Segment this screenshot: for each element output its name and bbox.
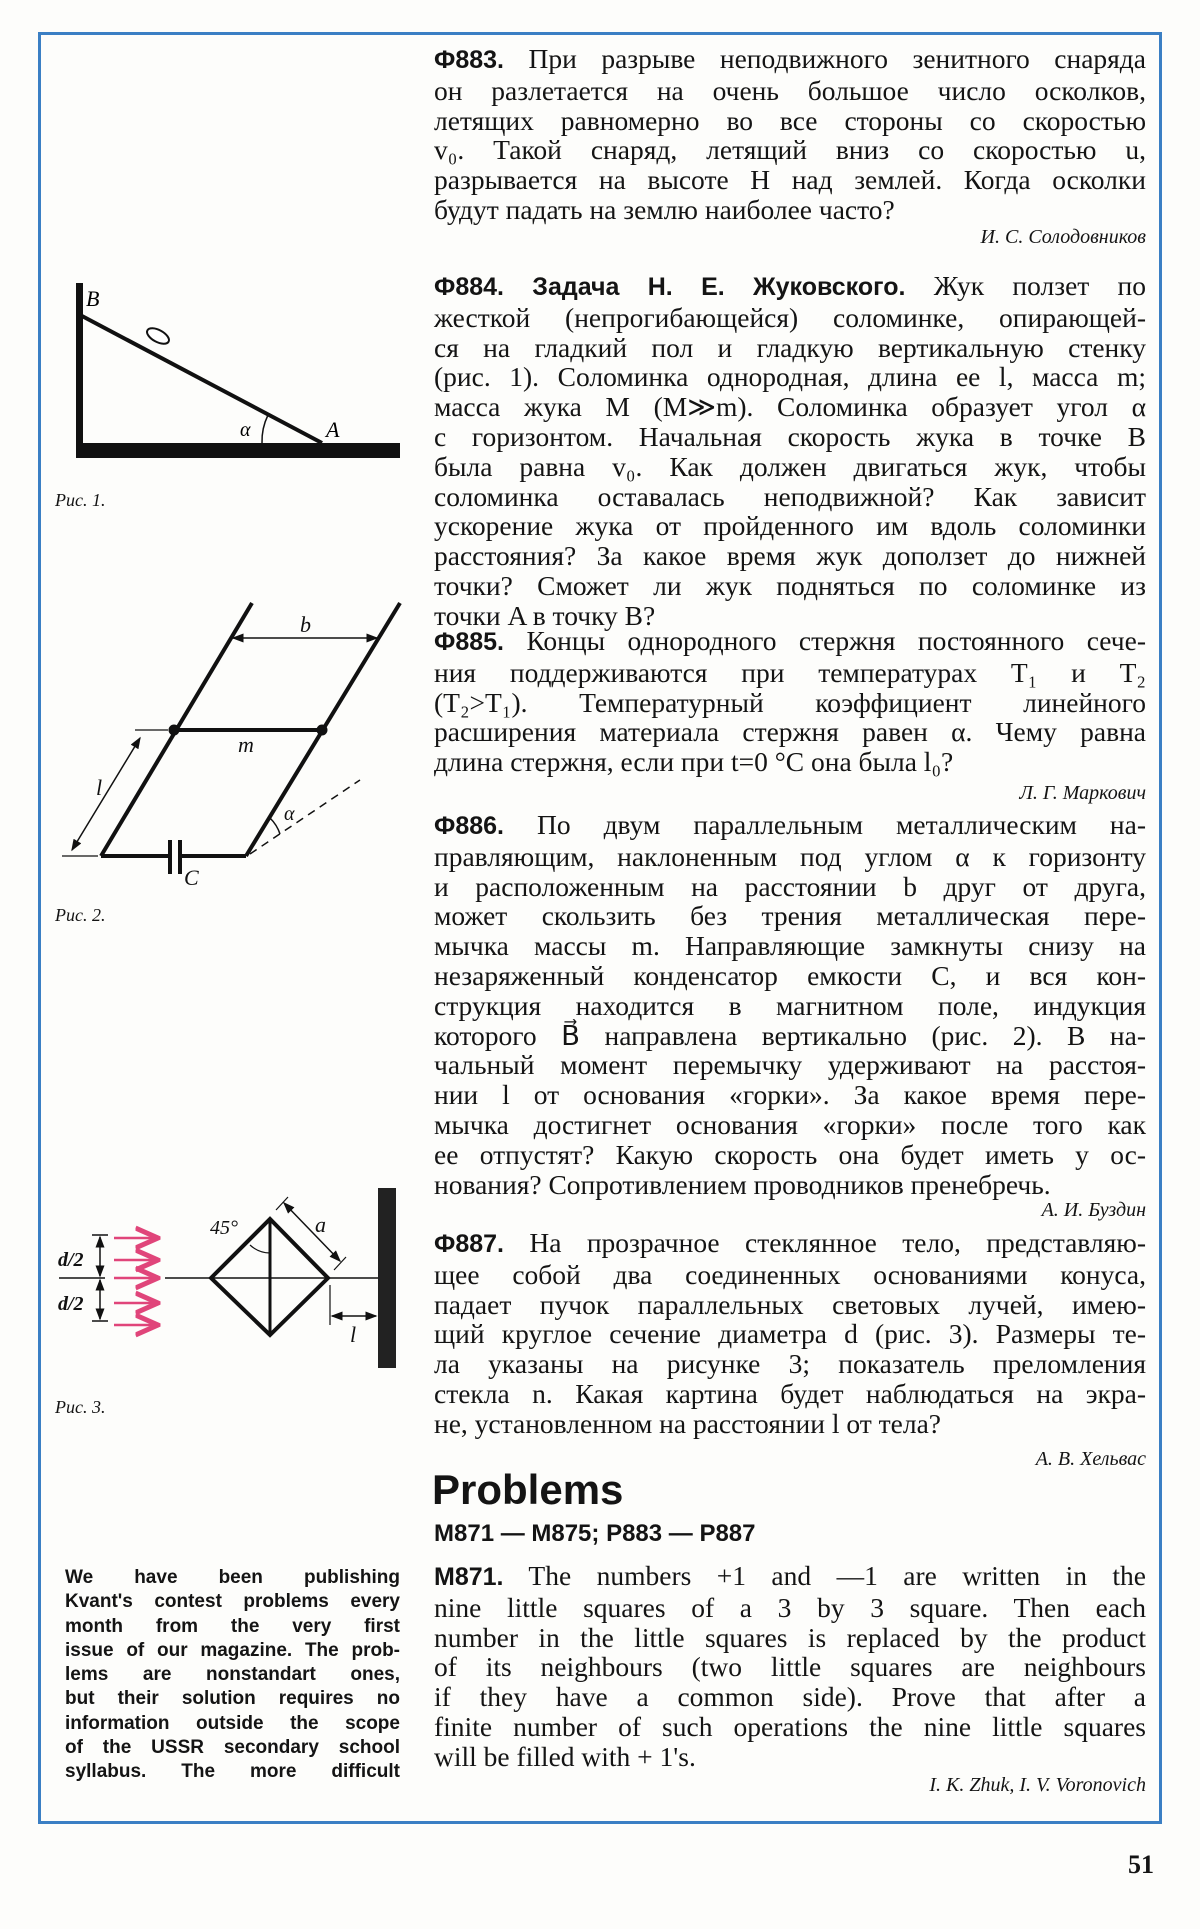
text-line (434, 392, 1146, 422)
line-text: The numbers +1 and —1 are written in the (528, 1560, 1146, 1591)
problem-885 (434, 626, 1146, 777)
line-text: will be filled with + 1's. (434, 1740, 696, 1772)
text-line (434, 135, 1146, 165)
text-line (434, 1742, 1146, 1772)
text-line (434, 271, 1146, 303)
text-line (434, 1623, 1146, 1653)
problem-number: Ф886. (434, 812, 504, 840)
bug-icon (145, 325, 172, 347)
line-text: При разрыве неподвижного зенитного снаряда (528, 43, 1147, 74)
label-d-half-top: d/2 (58, 1249, 84, 1271)
section-heading: Problems (432, 1466, 624, 1513)
problem-number: M871. (434, 1563, 504, 1591)
text-line (434, 511, 1146, 541)
line-text: (рис. 1). Соломинка однородная, длина ее l, масса m; (434, 361, 1146, 393)
line-text: расширения материала стержня равен α. Чему равна (434, 716, 1146, 748)
problem-author: А. В. Хельвас (1035, 1448, 1146, 1470)
text-line (434, 1319, 1146, 1349)
line-text: ее отпустят? Какую скорость она будет иметь у ос- (434, 1138, 1146, 1170)
text-line (434, 1080, 1146, 1110)
line-text: нования? Сопротивлением проводников пренебречь. (434, 1168, 1051, 1200)
text-line (434, 1290, 1146, 1320)
wall (76, 283, 83, 448)
line-text: стекла n. Какая картина будет наблюдаться на экра- (434, 1377, 1146, 1409)
problem-title: Задача Н. Е. Жуковского. (532, 273, 906, 301)
line-text: if they have a common side). Prove that after a (434, 1681, 1146, 1713)
line-text: длина стержня, если при t=0 °C она была l₀? (434, 746, 954, 778)
line-text: точки A в точку B? (434, 599, 656, 631)
label-A: A (326, 417, 340, 442)
text-line (434, 931, 1146, 961)
text-line (434, 1228, 1146, 1260)
line-text: ния поддерживаются при температурах T₁ и T₂ (434, 656, 1146, 688)
text-line (434, 1379, 1146, 1409)
line-text: расстояния? За какое время жук доползет до нижней (434, 540, 1146, 572)
figure-2-rails-capacitor (62, 603, 400, 874)
line-text: мычка достигнет основания «горки» после того как (434, 1108, 1146, 1140)
label-angle: 45° (210, 1217, 238, 1239)
line-text: nine little squares of a 3 by 3 square. Then each (434, 1591, 1146, 1623)
line-text: number in the little squares is replaced by the product (434, 1621, 1146, 1653)
line-text: На прозрачное стеклянное тело, представляю- (529, 1227, 1147, 1258)
problem-number: Ф885. (434, 628, 504, 656)
figure-3-caption: Рис. 3. (55, 1397, 106, 1417)
line-text: и расположенным на расстоянии b друг от друга, (434, 870, 1146, 902)
line-text: была равна v₀. Как должен двигаться жук, чтобы (434, 450, 1146, 482)
text-line (434, 810, 1146, 842)
label-b: b (300, 612, 311, 637)
line-text: будут падать на землю наиболее часто? (434, 193, 895, 225)
text-line (434, 1652, 1146, 1682)
text-line (434, 106, 1146, 136)
label-m: m (238, 732, 254, 757)
line-text: щее собой два соединенных основаниями конуса, (434, 1258, 1146, 1290)
text-line (434, 991, 1146, 1021)
line-text: of its neighbours (two little squares are neighbours (434, 1651, 1146, 1683)
straw (82, 316, 322, 443)
line-text: соломинка оставалась неподвижной? Как зависит (434, 480, 1146, 512)
figure-2-caption: Рис. 2. (55, 905, 106, 925)
page-number: 51 (1128, 1850, 1154, 1879)
text-line (434, 872, 1146, 902)
sidebar-line: We have been publishing (65, 1567, 400, 1588)
text-line (434, 1140, 1146, 1170)
line-text: жесткой (непрогибающейся) соломинке, опирающей- (434, 301, 1146, 333)
line-text: летящих равномерно во все стороны со скоростью (434, 104, 1146, 136)
problem-883 (434, 44, 1146, 225)
text-line (434, 44, 1146, 76)
text-line (434, 842, 1146, 872)
figure-3-glass-body (59, 1188, 396, 1368)
line-text: нии l от основания «горки». За какое время пере- (434, 1079, 1146, 1111)
text-line (434, 1260, 1146, 1290)
problem-number: Ф884. (434, 273, 504, 301)
line-text: v₀. Такой снаряд, летящий вниз со скоростью u, (434, 134, 1146, 166)
sidebar-line: lems are nonstandart ones, (65, 1664, 400, 1686)
sidebar-line: of the USSR secondary school (65, 1737, 400, 1759)
text-line (434, 1712, 1146, 1742)
line-text: (T₂>T₁). Температурный коэффициент линейного (434, 686, 1146, 718)
problem-number: Ф887. (434, 1230, 504, 1258)
section-subheading: M871 — M875; P883 — P887 (434, 1520, 756, 1547)
text-line (434, 422, 1146, 452)
line-text: мычка массы m. Направляющие замкнуты снизу на (434, 930, 1146, 962)
figure-1-caption: Рис. 1. (55, 490, 106, 510)
line-text: падает пучок параллельных световых лучей, имею- (434, 1288, 1146, 1320)
text-line (434, 1021, 1146, 1051)
problem-author: И. С. Солодовников (980, 226, 1146, 248)
label-C: C (184, 865, 199, 890)
line-text: незаряженный конденсатор емкости C, и вся кон- (434, 959, 1146, 991)
floor (76, 443, 400, 458)
line-text: Концы однородного стержня постоянного сече- (526, 625, 1147, 656)
label-a: a (315, 1212, 326, 1237)
sidebar-line: month from the very first (65, 1615, 400, 1637)
sidebar-line: syllabus. The more difficult (65, 1761, 400, 1783)
line-text: ускорение жука от пройденного им вдоль соломинки (434, 510, 1146, 542)
line-text: Жук ползет по (933, 270, 1147, 301)
light-rays (114, 1238, 158, 1325)
label-l: l (96, 775, 103, 800)
line-text: может скользить без трения металлическая пере- (434, 900, 1146, 932)
problem-number: Ф883. (434, 46, 504, 74)
line-text: щий круглое сечение диаметра d (рис. 3). Размеры те- (434, 1318, 1146, 1350)
sidebar-line: information outside the scope (65, 1712, 400, 1734)
figure-1-straw-on-wall (76, 283, 400, 458)
line-text: струкция находится в магнитном поле, индукция (434, 989, 1146, 1021)
text-line (434, 688, 1146, 718)
problem-886 (434, 810, 1146, 1199)
line-text: ла указаны на рисунке 3; показатель преломления (434, 1348, 1146, 1380)
text-line (434, 541, 1146, 571)
text-line (434, 1409, 1146, 1439)
problem-M871 (434, 1561, 1146, 1772)
line-text: чальный момент перемычку удерживают на расстоя- (434, 1049, 1146, 1081)
line-text: По двум параллельным металлическим на- (536, 809, 1146, 840)
figures (0, 0, 430, 1929)
label-l: l (350, 1322, 357, 1347)
line-text: которого B⃗ направлена вертикально (рис. 2). В на- (434, 1019, 1146, 1051)
text-line (434, 1110, 1146, 1140)
line-text: ся на гладкий пол и гладкую вертикальную стенку (434, 331, 1146, 363)
line-text: правляющим, наклоненным под углом α к горизонту (434, 840, 1146, 872)
text-line (434, 482, 1146, 512)
line-text: finite number of such operations the nine little squares (434, 1710, 1146, 1742)
sidebar-line: issue of our magazine. The prob- (65, 1639, 400, 1661)
text-line (434, 901, 1146, 931)
text-line (434, 571, 1146, 601)
text-line (434, 303, 1146, 333)
sidebar-line: but their solution requires no (65, 1688, 400, 1710)
text-line (434, 1349, 1146, 1379)
text-line (434, 195, 1146, 225)
screen (378, 1188, 396, 1368)
text-line (434, 626, 1146, 658)
text-line (434, 362, 1146, 392)
text-line (434, 658, 1146, 688)
label-B: B (86, 286, 100, 311)
text-line (434, 961, 1146, 991)
label-alpha: α (284, 803, 295, 825)
line-text: он разлетается на очень большое число осколков, (434, 74, 1146, 106)
problem-884 (434, 271, 1146, 631)
text-line (434, 165, 1146, 195)
label-alpha: α (240, 419, 251, 441)
label-d-half-bottom: d/2 (58, 1293, 84, 1315)
line-text: разрывается на высоте H над землей. Когда осколки (434, 164, 1146, 196)
problem-author: I. K. Zhuk, I. V. Voronovich (929, 1774, 1146, 1796)
line-text: точки? Сможет ли жук подняться по соломинке из (434, 569, 1146, 601)
text-line (434, 747, 1146, 777)
text-line (434, 717, 1146, 747)
text-line (434, 333, 1146, 363)
text-line (434, 1561, 1146, 1593)
problem-author: А. И. Буздин (1041, 1199, 1146, 1221)
text-line (434, 452, 1146, 482)
line-text: с горизонтом. Начальная скорость жука в точке B (434, 420, 1146, 452)
sidebar-line: Kvant's contest problems every (65, 1591, 400, 1613)
problem-author: Л. Г. Маркович (1019, 782, 1146, 804)
line-text: масса жука M (M≫m). Соломинка образует угол α (434, 391, 1146, 423)
problem-887 (434, 1228, 1146, 1439)
text-line (434, 1170, 1146, 1200)
line-text: не, установленном на расстоянии l от тела? (434, 1407, 942, 1439)
text-line (434, 1682, 1146, 1712)
text-line (434, 1593, 1146, 1623)
text-line (434, 76, 1146, 106)
text-line (434, 1050, 1146, 1080)
